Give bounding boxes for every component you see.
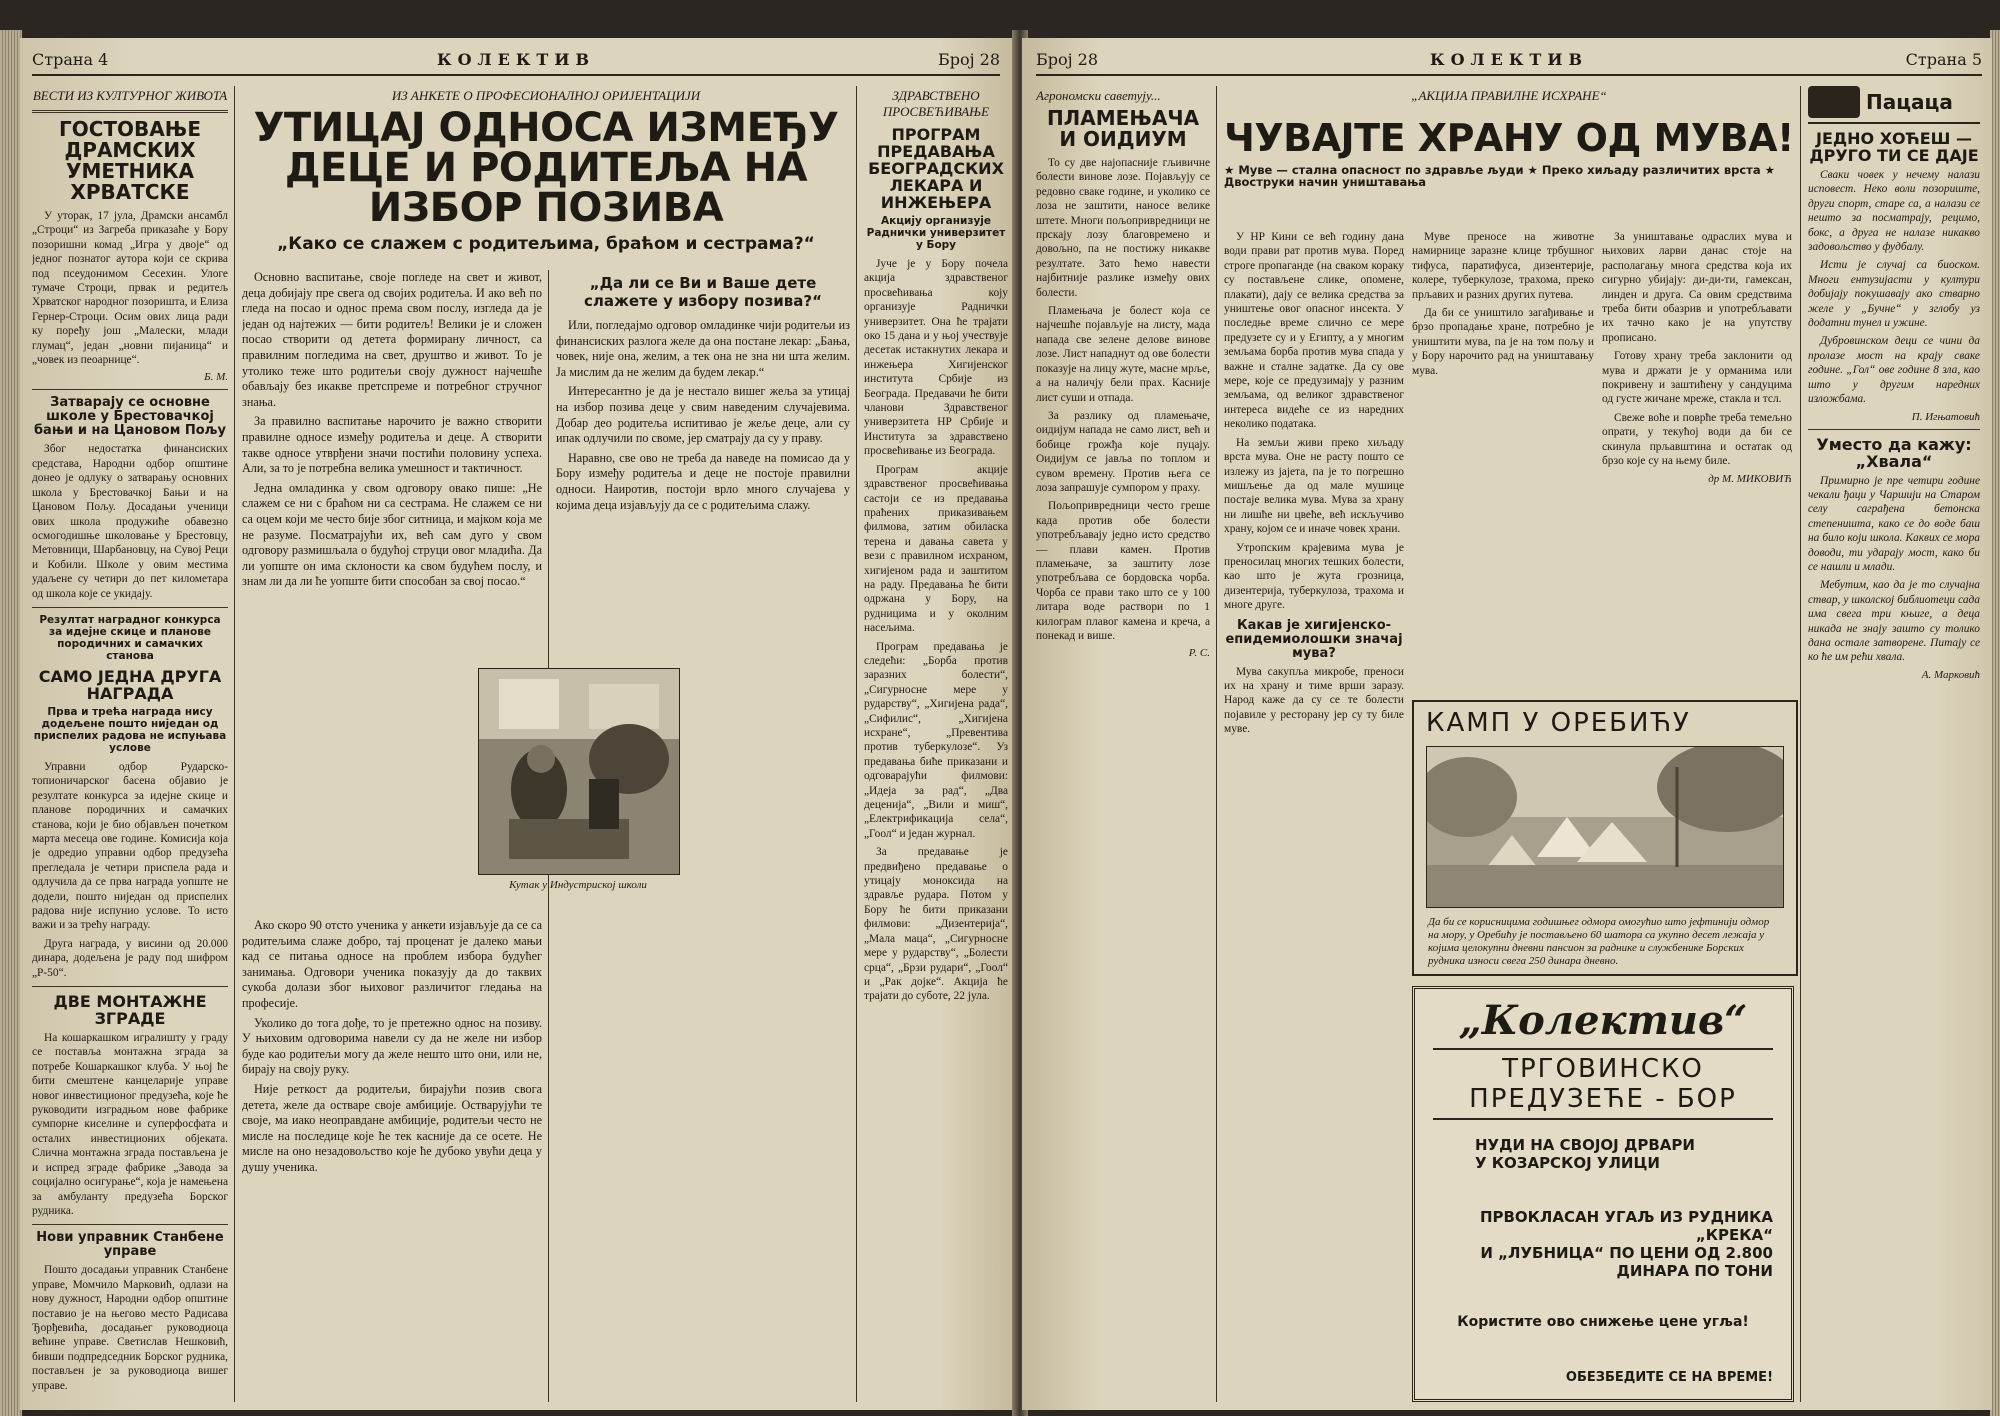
section-kicker: „АКЦИЈА ПРАВИЛНЕ ИСХРАНЕ“	[1411, 88, 1607, 103]
column-logo	[1808, 86, 1980, 124]
photo-caption: Кутак у Индустриској школи	[509, 879, 647, 891]
right-col-4	[1602, 230, 1792, 700]
ad-line: ПРВОКЛАСАН УГАЉ ИЗ РУДНИКА „КРЕКА“	[1479, 1208, 1773, 1244]
article-body: Ако скоро 90 отсто ученика у анкети изјављује да се са родитељима слаже добро, тај проценат је далеко мањи кад се питања односе на проблем избора будућег занимања. Одговори ученика показују да до таквих сукоба долази због њиховог различитог гледања на професије.	[242, 918, 542, 1010]
page-number: Страна 5	[1905, 50, 1982, 69]
main-article-header	[242, 86, 850, 266]
article-body: У уторак, 17 јула, Драмски ансамбл „Строци“ из Загреба приказаће у Бору позоришни комад „Игра у двоје“ од једног познатог аутора који се скрива под псеудонимом Сесехин. Улоге тумаче Строци, првак и редитељ Хрватског народног позоришта, и Елиза Гернер-Строци. Осим ових лица ради ку поређу још „Малески, млади глумац“, један „новни пијаница“ и „човек из пеоарнице“.	[32, 210, 228, 367]
issue-number: Број 28	[1036, 50, 1099, 69]
article-body: Једна омладинка у свом одговору овако пише: „Не слажем се ни с браћом ни са сестрама. Не слажем се ни са оцем који ме често бије због ситница, и мајком која ме не разуме. Посматрајући их, већ сам дуго у свом одговору размишљала о будућој струци овог младића. Да ли уопште он има склоности ка свом будућем послу, и знам ли да ли ће уопште бити способан за свој посао.“	[242, 480, 542, 589]
article-body: Или, погледајмо одговор омладинке чији родитељи из финансиских разлога желе да она постане лекар: „Бања, човек, није она, желим, а тек она не зна ни шта желим. Ја мислим да не желим да будем лекар.“	[556, 318, 850, 379]
article-body: То су две најопасније гљивичне болести винове лозе. Појављују се редовно сваке године, и уколико се лоза не заштити, наносе велике штете. Многи пољопривредници не прскају лозу благовремено и довољно, па не постижу никакве резултате. Зато ћемо навести најбитније разлике између ових болести.	[1036, 157, 1210, 299]
article-signature: Б. М.	[204, 371, 228, 384]
article-body: Дубровинском деци се чини да пролазе мост на крају сваке године. „Гол“ ове године 8 зла, као што у другим наредних изложбама.	[1808, 335, 1980, 406]
article-body: Друга награда, у висини од 20.000 динара, додељена је раду под шифром „Р-50“.	[32, 937, 228, 979]
article-body: Програм предавања је следећи: „Борба против заразних болести“, „Сигурносне мере у рударству“, „Хигијена рада“, „Сифилис“, „Хигијена исхране“, „Превентива против туберкулозе“. Уз предавања биће приказани и одговарајући филмови: „Идеја за рад“, „Два деценија“, „Вили и миш“, „Електрификација села“, „Гоол“ и један журнал.	[864, 640, 1008, 840]
article-body: За уништавање одраслих мува и њихових ларви данас стоје на располагању многа средства која их сигурно убијају: ди-ди-ти, гамексан, линден и друга. Са овим средствима треба бити обазрив и употребљавати их тачно како је на упутству прописано.	[1602, 231, 1792, 344]
article-body: Програм акције здравственог просвећивања састоји се из предавања праћених приказивањем филмова, затим обиласка терена и давања савета у вези с правилном исхраном, хигијеном рада и заштитом на раду. Предавања ће бити одржана у Бору, на рудницима и у околним насељима.	[864, 463, 1008, 635]
article-signature: А. Марковић	[1921, 668, 1980, 681]
main-article-header	[1224, 86, 1794, 216]
column-logo-mark	[1808, 86, 1860, 118]
left-page-header	[32, 48, 1000, 76]
article-body: Примирно је пре четири године чекали ђаци у Чаршији на Старом селу саграђена бетонска степеништа, како се до воде баш на било који школа. Каквих се мора доводи, ти ударају мост, како би се нашли и млади.	[1808, 474, 1980, 573]
right-col-5	[1808, 86, 1980, 1402]
section-kicker: Агрономски саветују...	[1036, 88, 1161, 103]
article-body: Мебутим, као да је то случајна ствар, у школској библиотеци сада има свега три књиге, а деца никада не знају зашто су толико дана остале затворене. Питају се ко ће им рећи хвала.	[1808, 579, 1980, 664]
article-headline: Затварају се основне школе у Брестовачкој бањи и на Цановом Пољу	[33, 395, 227, 439]
main-headline: УТИЦАЈ ОДНОСА ИЗМЕЂУ ДЕЦЕ И РОДИТЕЉА НА ИЗБОР ПОЗИВА	[253, 105, 839, 231]
camp-box-title: КАМП У ОРЕБИЋУ	[1426, 708, 1691, 738]
article-body: Пошто досадањи управник Станбене управе, Момчило Марковић, одлази на нову дужност, Народни одбор општине поставио је на његово место Радисава Ђорђевића, досадањег руководиоца већине управе. Светислав Нешковић, бивши подпредседник Борског рудника, постављен је за руководиоца вишег управе.	[32, 1264, 228, 1392]
article-body: Управни одбор Рударско-топионичарског басена објавио је резултате конкурса за идејне скице и планове породичних и самачких станова, који је био објављен почетком марта месеца ове године. Комисија која је одредио управни одбор предузећа прегледала је четири приспела рада и одлучила да се прва награда уопште не додели, пошто ниједан од приспелих радова није испунио услове. То исто важи и за трећу награду.	[32, 760, 228, 932]
article-headline: ГОСТОВАЊЕ ДРАМСКИХ УМЕТНИКА ХРВАТСКЕ	[58, 117, 202, 204]
ad-brand: „Колектив“	[1458, 997, 1748, 1044]
article-headline: Уместо да кажу: „Хвала“	[1816, 434, 1972, 471]
masthead: КОЛЕКТИВ	[437, 50, 595, 69]
school-photo	[478, 668, 680, 875]
main-subhead: „Како се слажем с родитељима, браћом и сестрама?“	[277, 234, 815, 254]
masthead: КОЛЕКТИВ	[1430, 50, 1588, 69]
article-body: Основно васпитање, своје погледе на свет и живот, деца добијају пре свега од својих родитеља. И ако већ по гледа на посао и однос према свом послу, изгледа да је један од најтежих — бити родитељ! Велики је и сложен посао створити од детета формирану личност, са правилним погледима на свет, друштво и живот. То је утолико теже што родитељи своју дужност најчешће обављају без икакве претспреме и потребног стручног знања.	[242, 270, 542, 409]
article-body: Пољопривредници често греше када против обе болести употребљавају једно исто средство — плави камен. Против пламењаче, за заштиту лозе употребљава се бордовска чорба. Чорба се прави тако што се у 100 литара воде раствори по 1 килограм плавог камена и креча, а понекад и више.	[1036, 500, 1210, 642]
column-logo-text: Пацаца	[1866, 89, 1953, 114]
article-headline: ПЛАМЕЊАЧА И ОИДИУМ	[1046, 106, 1200, 151]
left-col-4	[864, 86, 1008, 1402]
article-deck: Прва и трећа награда нису додељене пошто ниједан од приспелих радова не испуњава услове	[33, 705, 227, 754]
camp-photo-box	[1412, 700, 1798, 976]
article-body: Јуче је у Бору почела акција здравственог просвећивања коју организује Раднички универзитет. Она ће трајати око 15 дана и у њој учествује десетак истакнутих лекара и инжењера Хигијенског института Србије из Београда. Предавачи ће бити чланови Здравственог универзитета НР Србије и Института за здравствено просвећивање из Београда.	[864, 258, 1008, 458]
article-body: Пламењача је болест која се најчешће појављује на листу, мада напада све зелене делове винове лозе. Лист нападнут од ове болести показује на лицу жуте, масне мрље, а на наличју бели прах. Касније лист суши и отпада.	[1036, 305, 1210, 404]
ad-line: НУДИ НА СВОЈОЈ ДРВАРИ	[1475, 1136, 1695, 1154]
right-page	[1022, 38, 1992, 1410]
article-deck: Резултат наградног конкурса за идејне скице и планове породичних и самачких станова	[39, 613, 221, 662]
article-signature: П. Игњатовић	[1911, 410, 1980, 423]
left-page	[20, 38, 1018, 1410]
article-body: Муве преносе на животне намирнице заразне клице трбушног тифуса, паратифуса, дизентерије, колере, туберкулозе, трахома, преко прљавих и разних других путева.	[1412, 231, 1594, 301]
article-subhead: „Да ли се Ви и Ваше дете слажете у избору позива?“	[583, 274, 822, 310]
article-headline: ДВЕ МОНТАЖНЕ ЗГРАДЕ	[53, 992, 207, 1029]
main-headline: ЧУВАЈТЕ ХРАНУ ОД МУВА!	[1224, 116, 1794, 160]
ad-call-to-action: Користите ово снижење цене угља!	[1457, 1314, 1749, 1330]
article-body: За предавање је предвиђено предавање о утицају моноксида на здравље рудара. Потом у Бору ће бити приказани филмови: „Дизентерија“, „Мала маца“, „Сигурносне мере у рударству“, „Болести срца“, „Брзи рудари“, „Гоол“ и „Рак дојке“. Акција ће трајати до суботе, 22 јула.	[864, 846, 1008, 1003]
right-col-3	[1412, 230, 1594, 700]
right-col-2	[1224, 230, 1404, 1402]
article-body: Мува сакупља микробе, преноси их на храну и тиме врши заразу. Народ каже да су се те болести појавиле у ресторану јер су ту биле муве.	[1224, 665, 1404, 736]
ad-line: ДИНАРА ПО ТОНИ	[1616, 1262, 1773, 1280]
section-kicker: ИЗ АНКЕТЕ О ПРОФЕСИОНАЛНОЈ ОРИЈЕНТАЦИЈИ	[391, 88, 701, 103]
camp-photo	[1426, 746, 1784, 908]
section-kicker: ЗДРАВСТВЕНО ПРОСВЕЋИВАЊЕ	[882, 88, 990, 119]
school-photo-block	[478, 668, 678, 893]
main-deck: ★ Муве — стална опасност по здравље људи ★ Преко хиљаду различитих врста ★ Двоструки начин уништавања	[1224, 163, 1775, 189]
advertisement	[1412, 986, 1794, 1402]
article-signature: Р. С.	[1188, 647, 1210, 660]
article-headline: ЈЕДНО ХОЋЕШ — ДРУГО ТИ СЕ ДАЈЕ	[1809, 129, 1979, 165]
article-body: Да би се уништило загађивање и брзо пропадање хране, потребно је уништити мува, па је на том пољу и у Бору нарочито рад на уништавању мува.	[1412, 307, 1594, 377]
ad-line: У КОЗАРСКОЈ УЛИЦИ	[1475, 1154, 1660, 1172]
article-body: Наравно, све ово не треба да наведе на помисао да у Бору између родитеља и деце не постоје правилни односи. Наиротив, постоји врло много случајева у којима деца изјављују да се с родитељима слажу.	[556, 450, 850, 512]
article-body: За разлику од пламењаче, оидијум напада не само лист, већ и бобице грожђа које пуцају. Оидијум се јавља по топлом и сувом времену. Против њега се лоза запрашује сумпором у праху.	[1036, 409, 1210, 494]
article-body: Није реткост да родитељи, бирајући позив свога детета, желе да остваре своје амбиције. Остварујући те своје, ма иако неоправдане амбиције, родитељи често не мисле на последице које ће тек касније да се осете. Не мисле на оно незадовољство које ће дубоко увући деца у душу ученика.	[242, 1081, 542, 1174]
article-body: Исти је случај са биоском. Многи ентузијасти у култури добијају покушавају ако стварно желе у „Бучне“ у зглобу уз додатни тунел и ужине.	[1808, 259, 1980, 330]
ad-firm: ТРГОВИНСКО ПРЕДУЗЕЋЕ - БОР	[1433, 1048, 1773, 1120]
camp-caption: Да би се корисницима годишњег одмора омогућио што јефтинији одмор на мору, у Оребићу је постављено 60 шатора са укупно десет лежаја у којима целокупни дневни пансион за раднике и службенике Борских рудника износи свега 250 динара дневно.	[1428, 916, 1770, 967]
section-kicker: ВЕСТИ ИЗ КУЛТУРНОГ ЖИВОТА	[32, 88, 228, 103]
article-body: На кошаркашком игралишту у граду се поставља монтажна зграда за потребе Кошаркашког клуба. У њој ће бити смештене канцеларије управе новог инвестиционог предузећа, које ће руководити изградњом нове фабрике сумпорне киселине и суперфосфата и осталих инвестиционих објеката. Слична монтажна зграда постављена је и испред зграде фабрике „Завода за социјално осигурање“, која је намењена за амбуланту предузећа Борског рудника.	[32, 1032, 228, 1217]
article-headline: САМО ЈЕДНА ДРУГА НАГРАДА	[38, 666, 222, 703]
article-subhead: Какав је хигијенско-епидемиолошки значај мува?	[1225, 617, 1403, 661]
left-col-2-lower	[242, 918, 542, 1402]
article-body: Свеже воће и поврће треба темељно опрати, у текућој води да би се скинула прљавштина и остатак од брзо које су на њему биле.	[1602, 411, 1792, 468]
left-col-1	[32, 86, 228, 1402]
bound-pages-edge-left	[0, 30, 22, 1416]
article-body: Уколико до тога дође, то је претежно однос на позиву. У њиховим одговорима навели су да не желе ни избор буде као родитељи могу да желе нешто што они, или не, бирају на своју руку.	[242, 1015, 542, 1077]
right-col-1	[1036, 86, 1210, 1402]
article-body: У НР Кини се већ годину дана води прави рат против мува. Поред строге пропаганде (на сваком кораку су постављене слике, опомене, плакати), дају се велика средства за уништење овог опасног инсекта. У последње време слично се мере предузете су и у Египту, а у многим земљама борба против мува спада у важне и сталне задатке. Да су ове мере, које се предузимају у разним земљама, од великог здравственог интереса видеће се из наредних неколико података.	[1224, 231, 1404, 431]
article-body: Због недостатка финансиских средстава, Народни одбор општине донео је одлуку о затварању основних школа у Брестовачкој Бањи и на Цановом Пољу. Досадањи ученици ових школа продужиће обавезно осмогодишње школовање у Брестовцу, Метовници, Шарбановцу, на Сувој Реци и Кобили. Школе у овим местима удаљене су четири до пет километара од школа које се укидају.	[32, 443, 228, 600]
page-number: Страна 4	[32, 50, 109, 69]
article-body: За правилно васпитање нарочито је важно створити правилне односе између родитеља и деце. А створити такве односе утврђени значи постићи половину успеха. Али, за то је потребна велика умешност и тактичност.	[242, 414, 542, 476]
article-deck: Акцију организује Раднички универзитет у Бору	[866, 215, 1006, 251]
article-headline: ПРОГРАМ ПРЕДАВАЊА БЕОГРАДСКИХ ЛЕКАРА И ИНЖЕЊЕРА	[868, 125, 1004, 212]
article-body: Готову храну треба заклонити од мува и држати је у орманима или покривену и заштићену у сандуцима од густе жичане мреже, стакла и тсл.	[1602, 350, 1792, 406]
article-body: Сваки човек у нечему налази исповест. Неко воли позориште, други спорт, старе са, а налази се нешто за посматрају, рецимо, бокс, а друга не налазе никакво задовољство у фудбалу.	[1808, 169, 1980, 254]
ad-line: И „ЛУБНИЦА“ ПО ЦЕНИ ОД 2.800	[1480, 1244, 1773, 1262]
ad-footer: ОБЕЗБЕДИТЕ СЕ НА ВРЕМЕ!	[1565, 1370, 1773, 1385]
issue-number: Број 28	[937, 50, 1000, 69]
article-body: Утропским крајевима мува је преносилац многих тешких болести, као што је жута грозница, дизентерија, туберкулоза, трахома и многе друге.	[1224, 541, 1404, 612]
article-headline: Нови управник Станбене управе	[36, 1230, 224, 1260]
article-body: На земљи живи преко хиљаду врста мува. Оне не расту пошто се излежу из јајета, па је то погрешно мишљење да од мале мушице постаје велика мува. Мува за храну ни лишће ни цвеће, већ искључиво храну, којом се и иначе човек храни.	[1224, 436, 1404, 536]
article-signature: др М. МИКОВИЋ	[1708, 472, 1792, 485]
article-body: Интересантно је да је нестало вишег жеља за утицај на избор позива деце у свим наведеним случајевима. Добар део родитеља испитивао је жеље деце, али су ипак одлучили по своме, јер сматрају да су у праву.	[556, 384, 850, 446]
right-page-header	[1036, 48, 1982, 76]
